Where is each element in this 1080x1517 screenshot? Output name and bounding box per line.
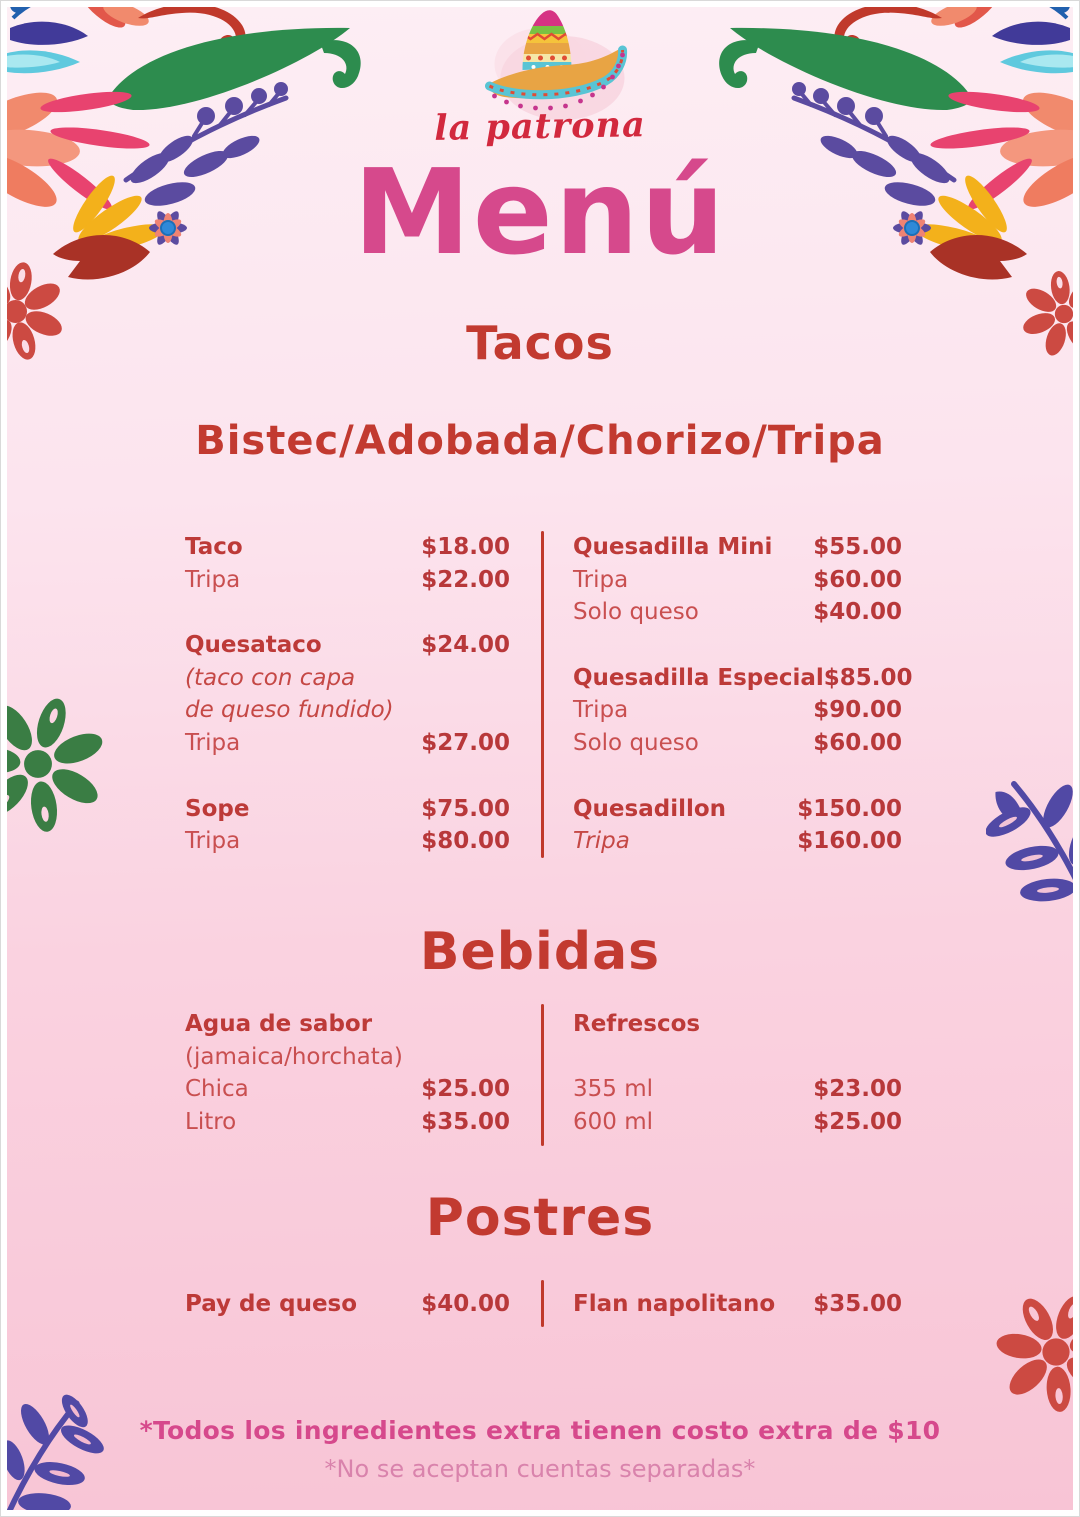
menu-item-price: $160.00: [797, 828, 902, 855]
red-flower-bottom-right-decoration: [988, 1284, 1080, 1420]
menu-item-price: $22.00: [421, 566, 510, 593]
tacos-right-column: [573, 531, 913, 858]
menu-item-row: [185, 1073, 510, 1106]
menu-item-row: [573, 1106, 902, 1139]
menu-item-price: $40.00: [813, 599, 902, 626]
menu-item-label: Tripa: [185, 730, 241, 757]
menu-item-row: [185, 1288, 510, 1321]
menu-item-row: [573, 825, 902, 858]
menu-item-label: Solo queso: [573, 599, 699, 626]
menu-item-label: 600 ml: [573, 1109, 654, 1136]
menu-item-label: Refrescos: [573, 1011, 701, 1037]
menu-item-label: Quesadilla Mini: [573, 534, 773, 560]
menu-item-label: Quesadilla Especial: [573, 664, 824, 691]
menu-item-label: Chica: [185, 1076, 249, 1103]
menu-item-label: Sope: [185, 795, 250, 822]
menu-item-row: [185, 1041, 510, 1074]
bebidas-right-column: [573, 1008, 902, 1139]
tacos-menu-grid: [185, 531, 913, 858]
footer-note-no-split-bills: *No se aceptan cuentas separadas*: [324, 1455, 756, 1483]
menu-item-row: [573, 596, 902, 629]
menu-item-price: $27.00: [421, 730, 510, 757]
menu-item-price: $35.00: [421, 1109, 510, 1136]
menu-item-label: Flan napolitano: [573, 1291, 776, 1317]
column-divider: [541, 531, 544, 858]
menu-item-row: [573, 1008, 902, 1041]
bebidas-left-column: [185, 1008, 510, 1139]
footer-note-extra-cost: *Todos los ingredientes extra tienen costo extra de $10: [139, 1416, 941, 1445]
page-title: Menú: [353, 143, 727, 281]
menu-item-price: $23.00: [813, 1076, 902, 1103]
menu-item-label: (jamaica/horchata): [185, 1043, 403, 1070]
column-divider: [541, 1004, 544, 1146]
menu-item-label: Quesadillon: [573, 795, 727, 822]
menu-item-price: $75.00: [421, 795, 510, 822]
menu-item-price: $35.00: [813, 1291, 902, 1317]
menu-item-label: Taco: [185, 534, 243, 560]
menu-item-row: [185, 564, 510, 597]
section-title-postres: Postres: [425, 1188, 655, 1248]
menu-item-row: [185, 727, 510, 760]
postres-left-column: [185, 1288, 510, 1321]
menu-item-row: [185, 825, 510, 858]
menu-item-label: (taco con capa: [185, 664, 356, 691]
column-divider: [541, 1280, 544, 1327]
postres-menu-grid: [185, 1288, 902, 1322]
menu-item-label: Tripa: [185, 828, 241, 855]
menu-item-price: $40.00: [421, 1291, 510, 1317]
menu-item-price: $25.00: [421, 1076, 510, 1103]
menu-item-row: [185, 662, 510, 695]
purple-branch-right-decoration: [986, 772, 1080, 907]
menu-item-label: Agua de sabor: [185, 1011, 373, 1037]
menu-item-price: $90.00: [813, 697, 902, 724]
menu-item-price: $60.00: [813, 566, 902, 593]
menu-item-price: $150.00: [797, 795, 902, 822]
menu-item-row: [185, 531, 510, 564]
menu-item-price: $18.00: [421, 534, 510, 560]
menu-item-row: [185, 694, 510, 727]
menu-item-price: $60.00: [813, 730, 902, 757]
menu-item-label: Tripa: [573, 566, 629, 593]
section-title-bebidas: Bebidas: [419, 922, 661, 982]
menu-item-label: Pay de queso: [185, 1291, 358, 1317]
bebidas-menu-grid: [185, 1008, 902, 1140]
menu-item-row: [185, 793, 510, 826]
menu-item-row: [573, 531, 902, 564]
menu-item-price: $85.00: [823, 664, 913, 691]
menu-item-row: [185, 1106, 510, 1139]
section-title-tacos: Tacos: [466, 316, 614, 370]
menu-item-price: $80.00: [421, 828, 510, 855]
menu-item-row: [573, 1073, 902, 1106]
menu-item-label: Tripa: [573, 697, 629, 724]
menu-item-row: [573, 694, 902, 727]
tacos-subtitle: Bistec/Adobada/Chorizo/Tripa: [195, 418, 885, 464]
menu-item-label: Litro: [185, 1109, 237, 1136]
green-flower-left-decoration: [0, 688, 114, 840]
postres-right-column: [573, 1288, 902, 1321]
menu-item-label: Quesataco: [185, 632, 322, 659]
menu-item-row: [573, 564, 902, 597]
menu-item-price: $25.00: [813, 1109, 902, 1136]
brand-name: la patrona: [433, 104, 647, 149]
menu-item-label: de queso fundido): [185, 697, 394, 724]
tacos-left-column: [185, 531, 510, 858]
menu-item-row: [573, 727, 902, 760]
menu-item-row: [573, 662, 913, 695]
menu-item-price: $55.00: [813, 534, 902, 560]
menu-item-price: $24.00: [421, 632, 510, 659]
menu-item-label: 355 ml: [573, 1076, 654, 1103]
menu-item-row: [185, 1008, 510, 1041]
menu-item-label: Solo queso: [573, 730, 699, 757]
menu-item-row: [185, 629, 510, 662]
menu-item-label: Tripa: [185, 566, 241, 593]
menu-item-row: [573, 793, 902, 826]
menu-item-row: [573, 1288, 902, 1321]
menu-item-label: Tripa: [573, 828, 630, 855]
